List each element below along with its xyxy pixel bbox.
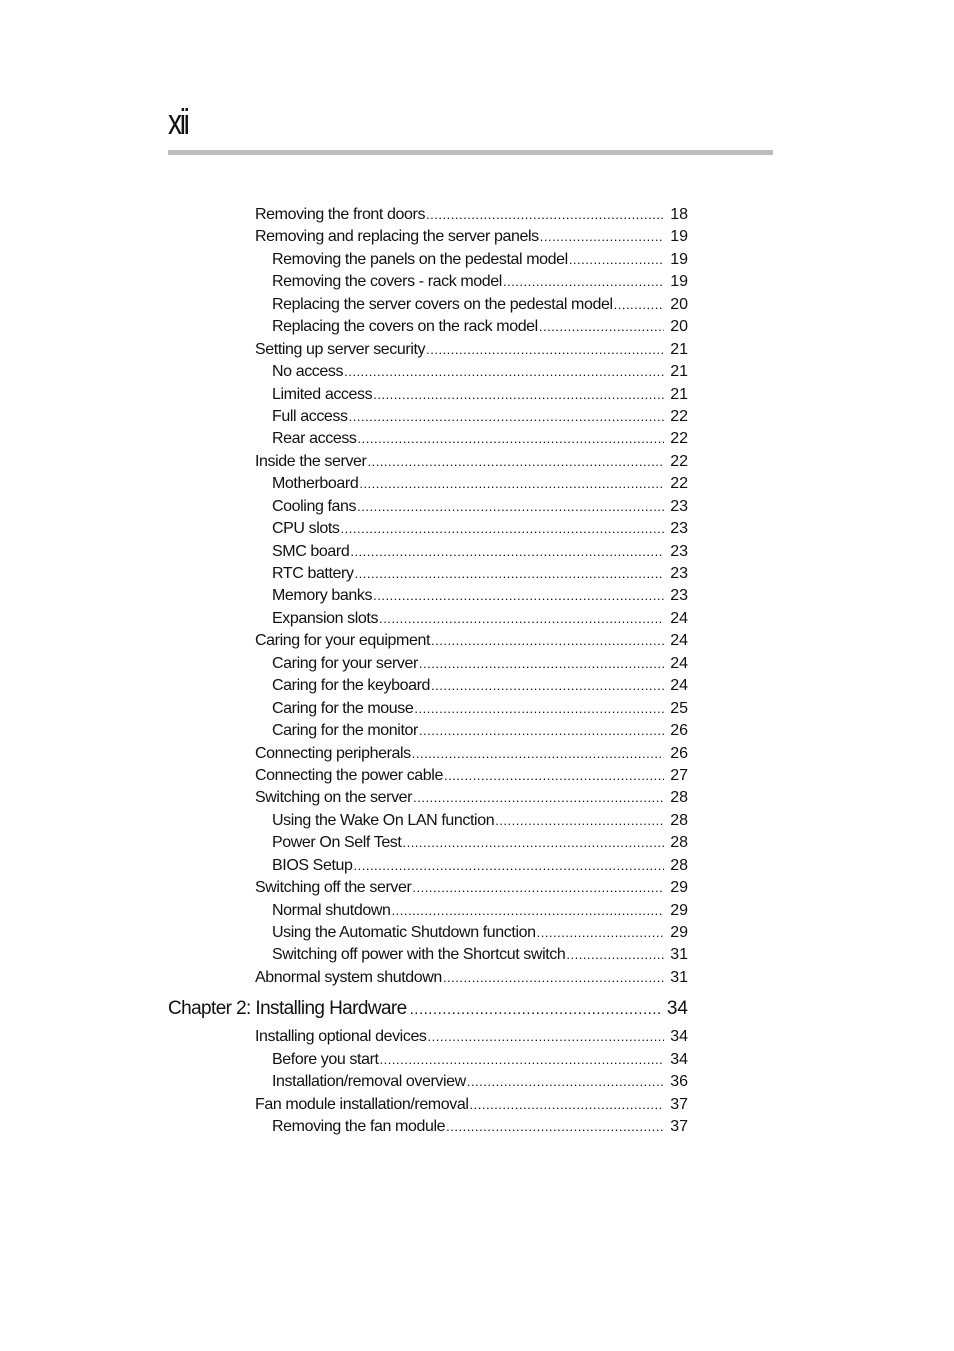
- dot-leader: [379, 608, 664, 630]
- toc-entry-label: RTC battery: [272, 565, 354, 582]
- toc-entry-page-number: 24: [670, 609, 688, 627]
- toc-entry-label: Connecting the power cable: [255, 766, 443, 784]
- toc-entry-page-number: 37: [670, 1095, 688, 1113]
- dot-leader: [355, 563, 664, 585]
- toc-entry-label: Fan module installation/removal: [255, 1095, 469, 1113]
- table-of-contents: [0, 204, 954, 1139]
- dot-leader: [350, 541, 664, 563]
- toc-entry[interactable]: [0, 541, 954, 563]
- toc-entry[interactable]: [0, 720, 954, 742]
- dot-leader: [566, 944, 664, 966]
- toc-entry[interactable]: [0, 384, 954, 406]
- toc-entry-label: Installing optional devices: [255, 1028, 427, 1046]
- toc-entry-page-number: 29: [670, 879, 688, 897]
- dot-leader: [503, 271, 664, 293]
- toc-entry-page-number: 21: [670, 340, 688, 358]
- toc-entry[interactable]: [0, 294, 954, 316]
- toc-entry-label: Motherboard: [272, 475, 359, 493]
- dot-leader: [367, 451, 664, 473]
- toc-entry[interactable]: [0, 944, 954, 966]
- toc-entry-label: Replacing the server covers on the pedestal model: [272, 295, 613, 313]
- toc-entry-page-number: 28: [670, 789, 688, 807]
- toc-entry-label: Removing and replacing the server panels: [255, 228, 539, 246]
- toc-entry[interactable]: [0, 743, 954, 765]
- dot-leader: [359, 473, 664, 495]
- toc-entry-page-number: 20: [670, 318, 688, 336]
- dot-leader: [444, 765, 664, 787]
- toc-entry-label: Caring for the keyboard: [272, 677, 431, 695]
- dot-leader: [412, 877, 664, 899]
- toc-entry-page-number: 28: [670, 811, 688, 829]
- toc-entry-page-number: 22: [670, 407, 688, 425]
- toc-entry-page-number: 37: [670, 1118, 688, 1136]
- toc-entry-label: Using the Wake On LAN function: [272, 811, 495, 829]
- dot-leader: [413, 787, 664, 809]
- dot-leader: [431, 630, 664, 652]
- toc-entry-page-number: 24: [670, 677, 688, 695]
- toc-entry[interactable]: [0, 608, 954, 630]
- dot-leader: [354, 855, 665, 877]
- toc-entry-page-number: 34: [670, 1028, 688, 1046]
- toc-entry-label: Abnormal system shutdown: [255, 968, 442, 986]
- toc-entry-page-number: 21: [670, 363, 688, 381]
- toc-entry[interactable]: [0, 653, 954, 675]
- toc-entry-label: Caring for your equipment: [255, 632, 430, 650]
- toc-entry[interactable]: [0, 765, 954, 787]
- toc-entry[interactable]: [0, 855, 954, 877]
- dot-leader: [344, 361, 664, 383]
- toc-entry-page-number: 23: [670, 565, 688, 582]
- toc-entry-label: Memory banks: [272, 587, 373, 605]
- toc-entry-page-number: 27: [670, 766, 688, 784]
- toc-entry-page-number: 23: [670, 542, 688, 560]
- dot-leader: [495, 810, 664, 832]
- toc-entry-page-number: 28: [670, 856, 688, 874]
- dot-leader: [341, 518, 664, 540]
- toc-entry[interactable]: [0, 922, 954, 944]
- toc-entry-page-number: 25: [670, 699, 688, 717]
- toc-entry-label: Installation/removal overview: [272, 1073, 466, 1091]
- toc-entry[interactable]: [0, 518, 954, 540]
- dot-leader: [569, 249, 664, 271]
- toc-entry[interactable]: [0, 698, 954, 720]
- toc-entry[interactable]: [0, 226, 954, 248]
- toc-entry-label: Before you start: [272, 1050, 379, 1068]
- toc-entry-label: BIOS Setup: [272, 856, 353, 874]
- toc-entry[interactable]: [0, 473, 954, 495]
- dot-leader: [446, 1116, 664, 1138]
- dot-leader: [402, 832, 664, 854]
- dot-leader: [540, 226, 664, 248]
- toc-entry-page-number: 26: [670, 722, 688, 740]
- toc-entry[interactable]: [0, 249, 954, 271]
- toc-entry-page-number: 24: [670, 654, 688, 672]
- toc-entry[interactable]: [0, 406, 954, 428]
- toc-entry[interactable]: [0, 316, 954, 338]
- toc-entry[interactable]: [0, 1116, 954, 1138]
- toc-entry-label: SMC board: [272, 542, 350, 560]
- toc-entry[interactable]: [0, 630, 954, 652]
- chapter-title: Chapter 2: Installing Hardware: [168, 998, 407, 1020]
- dot-leader: [470, 1094, 665, 1116]
- toc-entry-label: Caring for your server: [272, 654, 418, 672]
- toc-entry[interactable]: [0, 787, 954, 809]
- toc-entry-label: Caring for the mouse: [272, 699, 414, 717]
- dot-leader: [410, 992, 662, 1027]
- dot-leader: [414, 698, 664, 720]
- dot-leader: [358, 428, 664, 450]
- header-rule: [168, 150, 773, 155]
- toc-entry-page-number: 26: [670, 744, 688, 762]
- toc-entry-label: No access: [272, 363, 344, 381]
- dot-leader: [357, 496, 664, 518]
- toc-entry[interactable]: [0, 204, 954, 226]
- toc-entry[interactable]: [0, 832, 954, 854]
- dot-leader: [412, 743, 664, 765]
- dot-leader: [392, 900, 664, 922]
- dot-leader: [373, 384, 664, 406]
- toc-entry-label: Power On Self Test: [272, 834, 402, 852]
- toc-entry[interactable]: [0, 1026, 954, 1048]
- toc-entry[interactable]: [0, 1049, 954, 1071]
- toc-entry-label: CPU slots: [272, 520, 340, 538]
- toc-entry-page-number: 31: [670, 946, 688, 964]
- toc-entry[interactable]: [0, 585, 954, 607]
- dot-leader: [349, 406, 664, 428]
- toc-entry[interactable]: [0, 810, 954, 832]
- toc-entry-label: Switching on the server: [255, 789, 413, 807]
- toc-entry-page-number: 29: [670, 924, 688, 941]
- toc-entry-label: Rear access: [272, 430, 357, 448]
- dot-leader: [428, 1026, 664, 1048]
- toc-entry[interactable]: [0, 271, 954, 293]
- toc-entry[interactable]: [0, 339, 954, 361]
- toc-group-chapter-1: [0, 204, 954, 989]
- toc-entry[interactable]: [0, 675, 954, 697]
- dot-leader: [419, 653, 664, 675]
- dot-leader: [467, 1071, 664, 1093]
- toc-entry[interactable]: [0, 1071, 954, 1093]
- toc-entry-label: Removing the front doors: [255, 206, 426, 223]
- dot-leader: [431, 675, 664, 697]
- toc-entry-page-number: 24: [670, 632, 688, 650]
- toc-entry-label: Cooling fans: [272, 497, 357, 515]
- toc-entry-label: Caring for the monitor: [272, 722, 418, 740]
- toc-entry-page-number: 19: [670, 273, 688, 291]
- dot-leader: [426, 339, 664, 361]
- chapter-page-number: 34: [666, 998, 688, 1020]
- toc-entry-label: Connecting peripherals: [255, 744, 411, 762]
- toc-group-chapter-2: [0, 1026, 954, 1138]
- toc-entry-label: Switching off power with the Shortcut switch: [272, 946, 566, 964]
- toc-entry[interactable]: [0, 428, 954, 450]
- toc-entry[interactable]: [0, 900, 954, 922]
- dot-leader: [373, 585, 664, 607]
- toc-entry-label: Limited access: [272, 385, 373, 403]
- toc-entry-page-number: 18: [670, 206, 688, 223]
- toc-chapter-heading[interactable]: [0, 991, 954, 1026]
- toc-entry-page-number: 21: [670, 385, 688, 403]
- dot-leader: [419, 720, 664, 742]
- toc-entry-label: Full access: [272, 407, 348, 425]
- toc-entry[interactable]: [0, 1094, 954, 1116]
- toc-entry-page-number: 23: [670, 587, 688, 605]
- dot-leader: [537, 922, 664, 944]
- page-number: xii: [168, 101, 188, 142]
- dot-leader: [380, 1049, 664, 1071]
- toc-entry-page-number: 23: [670, 497, 688, 515]
- toc-entry[interactable]: [0, 967, 954, 989]
- toc-entry-label: Using the Automatic Shutdown function: [272, 924, 536, 941]
- toc-entry-page-number: 20: [670, 295, 688, 313]
- toc-entry-page-number: 19: [670, 250, 688, 268]
- toc-entry[interactable]: [0, 877, 954, 899]
- toc-entry-label: Removing the panels on the pedestal model: [272, 250, 568, 268]
- toc-entry[interactable]: [0, 361, 954, 383]
- toc-entry[interactable]: [0, 451, 954, 473]
- dot-leader: [443, 967, 664, 989]
- toc-entry-page-number: 28: [670, 834, 688, 852]
- toc-entry-label: Replacing the covers on the rack model: [272, 318, 538, 336]
- dot-leader: [614, 294, 664, 316]
- toc-entry-label: Expansion slots: [272, 609, 379, 627]
- dot-leader: [539, 316, 664, 338]
- toc-entry-page-number: 22: [670, 475, 688, 493]
- toc-entry-page-number: 34: [670, 1050, 688, 1068]
- toc-entry-page-number: 19: [670, 228, 688, 246]
- toc-entry-label: Switching off the server: [255, 879, 412, 897]
- toc-entry-page-number: 36: [670, 1073, 688, 1091]
- toc-entry-label: Setting up server security: [255, 340, 426, 358]
- toc-entry-page-number: 31: [670, 968, 688, 986]
- toc-entry[interactable]: [0, 563, 954, 585]
- toc-entry-page-number: 22: [670, 430, 688, 448]
- toc-entry[interactable]: [0, 496, 954, 518]
- toc-entry-page-number: 29: [670, 901, 688, 919]
- dot-leader: [426, 204, 664, 226]
- toc-entry-label: Inside the server: [255, 452, 367, 470]
- toc-entry-label: Removing the fan module: [272, 1118, 446, 1136]
- toc-entry-page-number: 22: [670, 452, 688, 470]
- toc-entry-label: Normal shutdown: [272, 901, 391, 919]
- toc-entry-label: Removing the covers - rack model: [272, 273, 502, 291]
- toc-entry-page-number: 23: [670, 520, 688, 538]
